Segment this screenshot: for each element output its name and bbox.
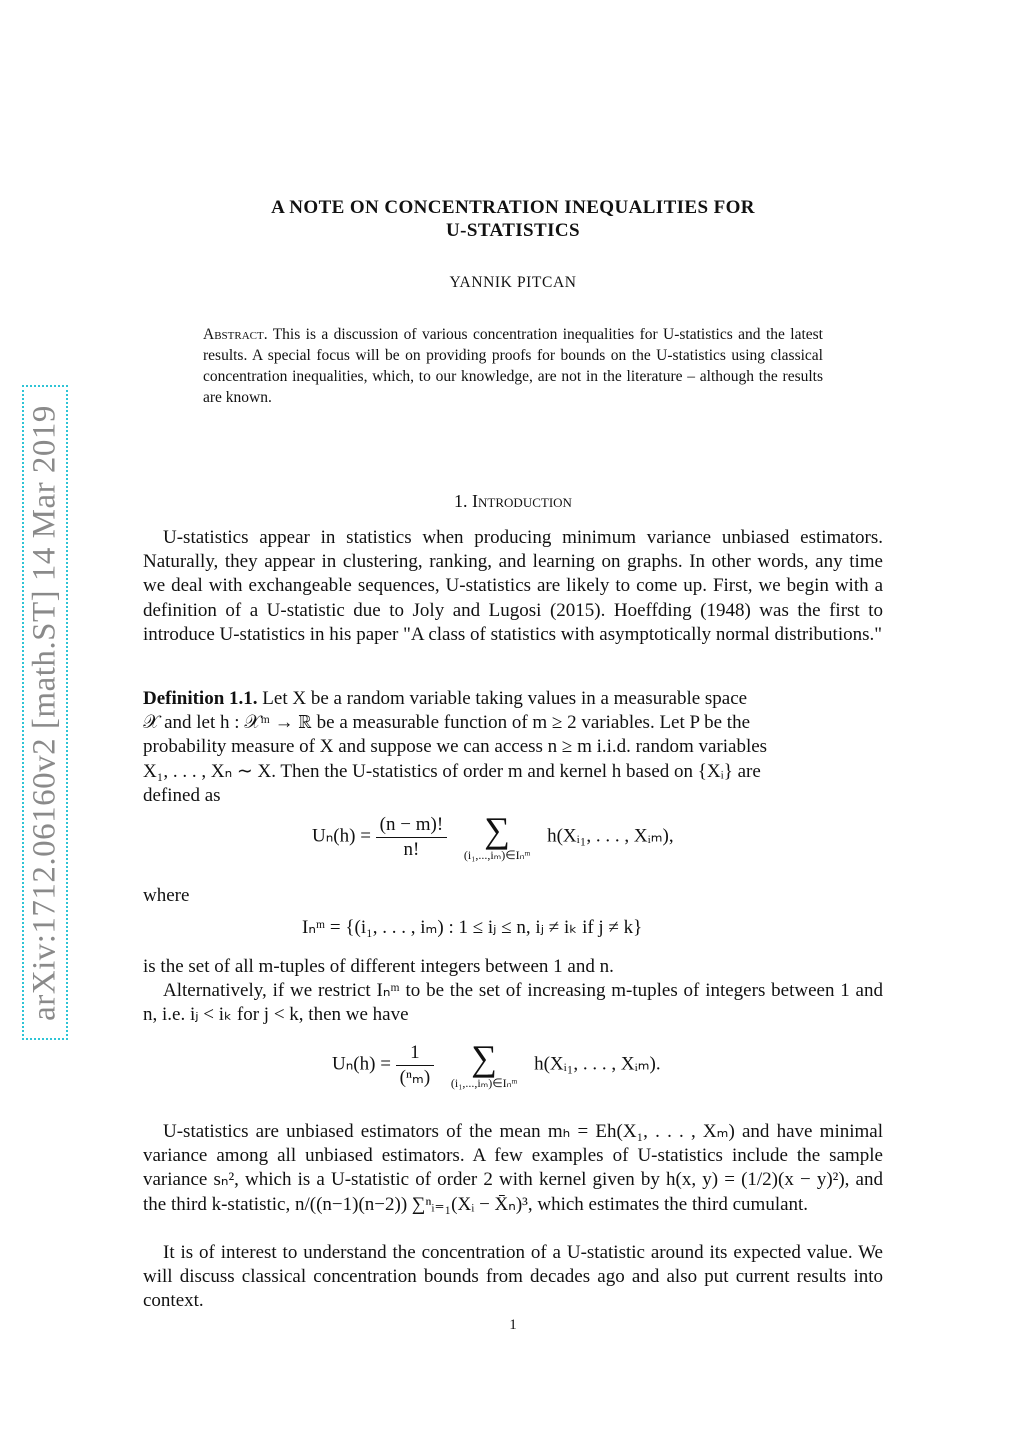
eq3-sum — [451, 1040, 517, 1090]
page-number: 1 — [509, 1317, 517, 1333]
definition-line-1 — [143, 687, 883, 711]
title-line-2: U-STATISTICS — [446, 220, 580, 241]
definition-text-1: Let X be a random variable taking values in a measurable space — [262, 688, 748, 709]
abstract — [203, 324, 823, 408]
alternative-paragraph: Alternatively, if we restrict Iₙᵐ to be the set of increasing m-tuples of integers between 1 and n, i.e. iⱼ < iₖ for j < k, then we have — [143, 980, 883, 1026]
definition-line-4: X₁, . . . , Xₙ ∼ X. Then the U-statistics of order m and kernel h based on {Xᵢ} are — [143, 760, 761, 782]
set-sentence: is the set of all m-tuples of different integers between 1 and n. — [143, 956, 614, 977]
eq3-fraction — [396, 1041, 434, 1090]
definition-block — [143, 687, 883, 808]
eq1-fraction — [376, 813, 447, 862]
section-title: Introduction — [472, 491, 572, 511]
eq3-denominator: (ⁿₘ) — [399, 1066, 431, 1088]
abstract-body: This is a discussion of various concentration inequalities for U-statistics and the latest results. A special focus will be on providing proofs for bounds on the U-statistics using classical concentration inequalities, which, to our knowledge, are not in the literature – although the results are known. — [203, 326, 823, 406]
eq1-denominator: n! — [403, 838, 420, 860]
eq3-rhs: h(Xᵢ₁, . . . , Xᵢₘ). — [534, 1053, 661, 1075]
eq3-numerator: 1 — [396, 1041, 434, 1066]
eq3-sigma-icon: ∑ — [471, 1038, 497, 1078]
eq1-lhs: Uₙ(h) = — [312, 825, 371, 847]
equation-2: Iₙᵐ = {(i₁, . . . , iₘ) : 1 ≤ iⱼ ≤ n, iⱼ ≠ iₖ if j ≠ k} — [302, 917, 643, 938]
eq1-numerator: (n − m)! — [376, 813, 447, 838]
intro-paragraph: U-statistics appear in statistics when producing minimum variance unbiased estimators. Naturally, they appear in clustering, ranking, and learning on graphs. In other words, any time we deal with exchangeable sequences, U-statistics are likely to come up. First, we begin with a definition of a U-statistic due to Joly and Lugosi (2015). Hoeffding (1948) was the first to introduce U-statistics in his paper "A class of statistics with asymptotically normal distributions." — [143, 527, 883, 645]
section-heading — [143, 491, 883, 512]
arxiv-id: arXiv:1712.06160v2 [math.ST] 14 Mar 2019 — [26, 404, 63, 1021]
equation-1 — [312, 812, 674, 862]
eq1-sigma-icon: ∑ — [484, 810, 510, 850]
eq1-sum — [464, 812, 530, 862]
definition-line-5: defined as — [143, 784, 221, 806]
definition-line-2: 𝒳 and let h : 𝒳ᵐ → ℝ be a measurable function of m ≥ 2 variables. Let P be the — [143, 712, 751, 734]
unbiased-paragraph: U-statistics are unbiased estimators of the mean mₕ = Eh(X₁, . . . , Xₘ) and have minimal variance among all unbiased estimators. A few examples of U-statistics include the sample variance sₙ², which is a U-statistic of order 2 with kernel given by h(x, y) = (1/2)(x − y)²), and the third k-statistic, n/((n−1)(n−2)) ∑ⁿᵢ₌₁(Xᵢ − X̄ₙ)³, which estimates the third cumulant. — [143, 1121, 883, 1215]
eq1-rhs: h(Xᵢ₁, . . . , Xᵢₘ), — [547, 825, 674, 847]
paper-title — [143, 196, 883, 242]
author: YANNIK PITCAN — [449, 274, 577, 291]
equation-3 — [332, 1040, 661, 1090]
where-label: where — [143, 885, 190, 906]
arxiv-side-stamp — [22, 385, 68, 1040]
abstract-label: Abstract. — [203, 326, 268, 343]
definition-label: Definition 1.1. — [143, 688, 258, 709]
definition-line-3: probability measure of X and suppose we can access n ≥ m i.i.d. random variables — [143, 736, 768, 758]
interest-paragraph: It is of interest to understand the concentration of a U-statistic around its expected value. We will discuss classical concentration bounds from decades ago and also put current results into context. — [143, 1242, 883, 1312]
title-line-1: A NOTE ON CONCENTRATION INEQUALITIES FOR — [271, 197, 755, 218]
section-number: 1. — [454, 491, 468, 511]
eq3-lhs: Uₙ(h) = — [332, 1053, 391, 1075]
eq1-sum-index: (i₁,...,iₘ)∈Iₙᵐ — [463, 848, 531, 862]
eq3-sum-index: (i₁,...,iₘ)∈Iₙᵐ — [450, 1076, 518, 1090]
